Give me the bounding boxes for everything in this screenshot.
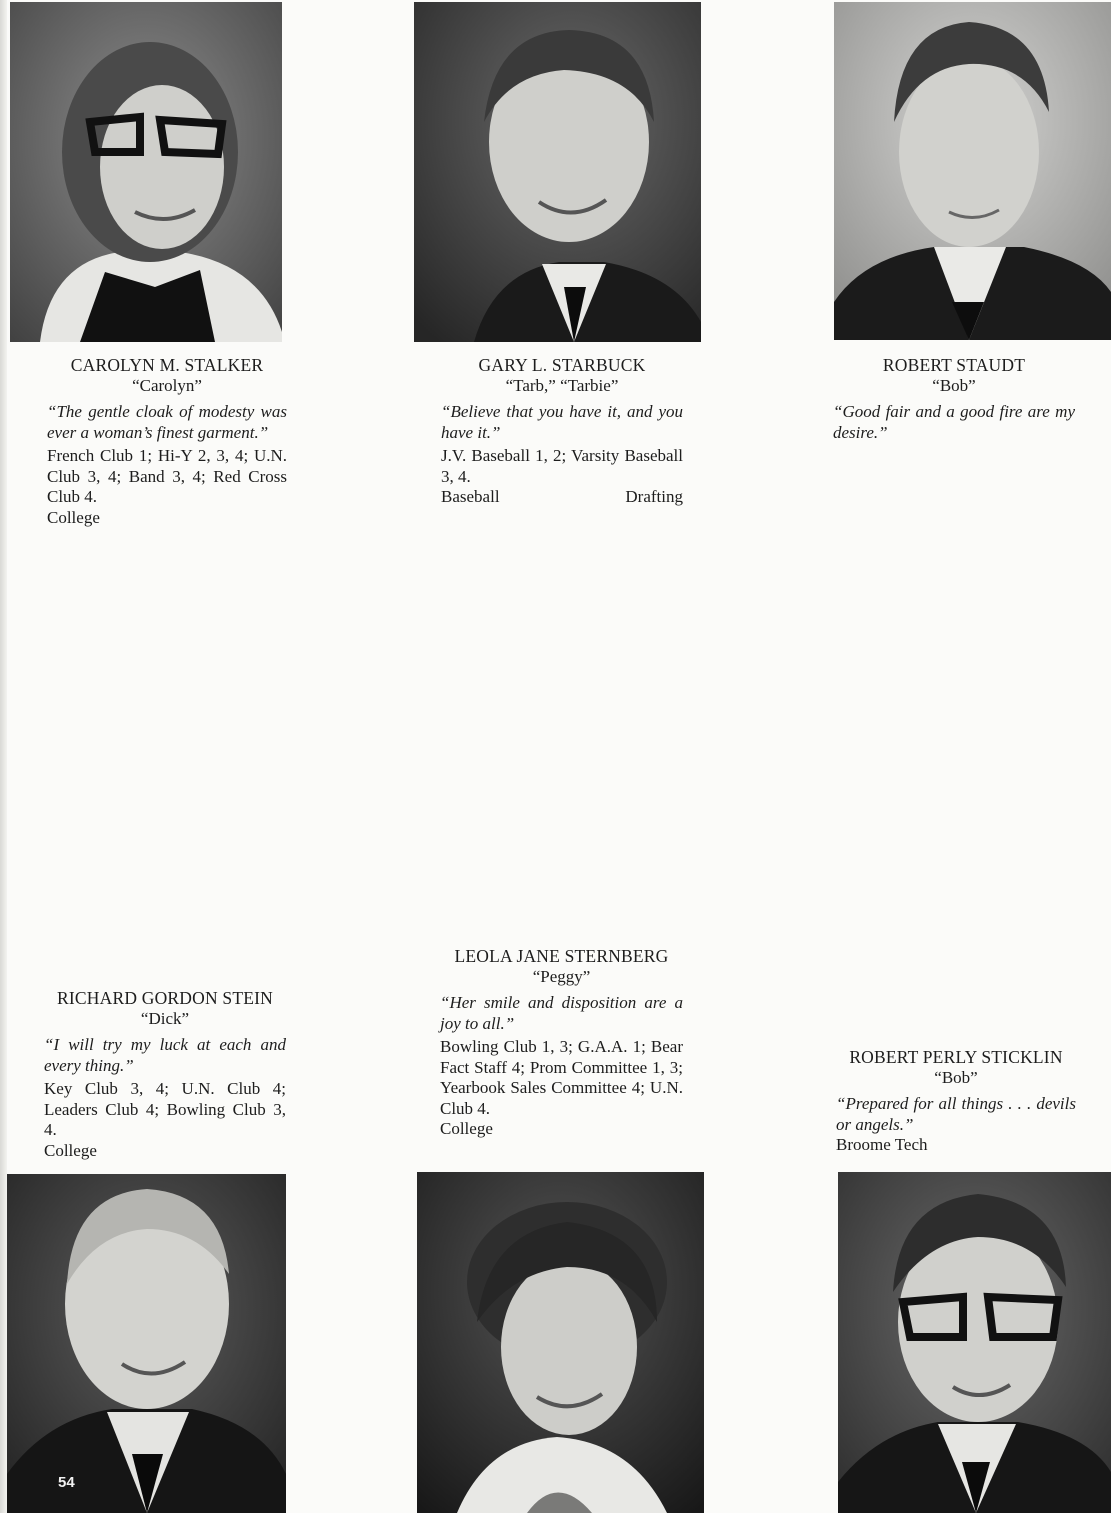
entry-starbuck (441, 355, 683, 508)
portrait-photo-sternberg (417, 1172, 704, 1513)
page-spine (0, 0, 7, 1513)
student-name: RICHARD GORDON STEIN (57, 988, 273, 1008)
student-plan: College (47, 507, 100, 527)
student-nickname: “Peggy” (532, 966, 591, 986)
student-quote: “Good fair and a good fire are my desire.” (833, 402, 1075, 442)
student-quote: “Her smile and disposition are a joy to all.” (440, 993, 683, 1033)
student-name: CAROLYN M. STALKER (70, 355, 264, 375)
student-name: ROBERT STAUDT (882, 355, 1026, 375)
entry-sternberg (440, 946, 683, 1140)
student-quote: “Believe that you have it, and you have it.” (441, 402, 683, 442)
student-name: ROBERT PERLY STICKLIN (849, 1047, 1063, 1067)
student-plan: College (440, 1119, 493, 1138)
entry-sticklin (836, 1047, 1076, 1156)
portrait-photo-staudt (834, 2, 1111, 340)
portrait-photo-sticklin (838, 1172, 1111, 1513)
student-quote: “Prepared for all things . . . devils or angels.” (836, 1094, 1076, 1134)
student-plan: College (44, 1140, 97, 1160)
student-activities: Key Club 3, 4; U.N. Club 4; Leaders Club 4; Bowling Club 3, 4. (44, 1079, 286, 1139)
entry-stalker (47, 355, 287, 528)
portrait-photo-stein (7, 1174, 286, 1513)
student-nickname: “Bob” (932, 375, 976, 395)
student-name: GARY L. STARBUCK (478, 355, 646, 375)
entry-stein (44, 988, 286, 1161)
entry-staudt (833, 355, 1075, 443)
student-activities: J.V. Baseball 1, 2; Varsity Baseball 3, 4. (441, 446, 683, 486)
student-nickname: “Bob” (934, 1067, 978, 1087)
student-nickname: “Carolyn” (132, 375, 202, 395)
student-quote: “The gentle cloak of modesty was ever a woman’s finest garment.” (47, 402, 287, 442)
student-interest-plan-row (441, 487, 683, 508)
student-activities: French Club 1; Hi-Y 2, 3, 4; U.N. Club 3, 4; Band 3, 4; Red Cross Club 4. (47, 446, 287, 506)
page-number: 54 (58, 1474, 75, 1491)
student-quote: “I will try my luck at each and every thing.” (44, 1035, 286, 1075)
student-interest: Baseball (441, 487, 500, 506)
student-plan: Drafting (625, 487, 683, 506)
portrait-photo-starbuck (414, 2, 701, 342)
student-name: LEOLA JANE STERNBERG (454, 946, 669, 966)
student-nickname: “Tarb,” “Tarbie” (505, 375, 619, 395)
portrait-photo-stalker (10, 2, 282, 342)
student-activities: Bowling Club 1, 3; G.A.A. 1; Bear Fact Staff 4; Prom Committee 1, 3; Yearbook Sales Committee 4; U.N. Club 4. (440, 1037, 683, 1118)
student-nickname: “Dick” (140, 1008, 190, 1028)
student-plan: Broome Tech (836, 1135, 928, 1154)
